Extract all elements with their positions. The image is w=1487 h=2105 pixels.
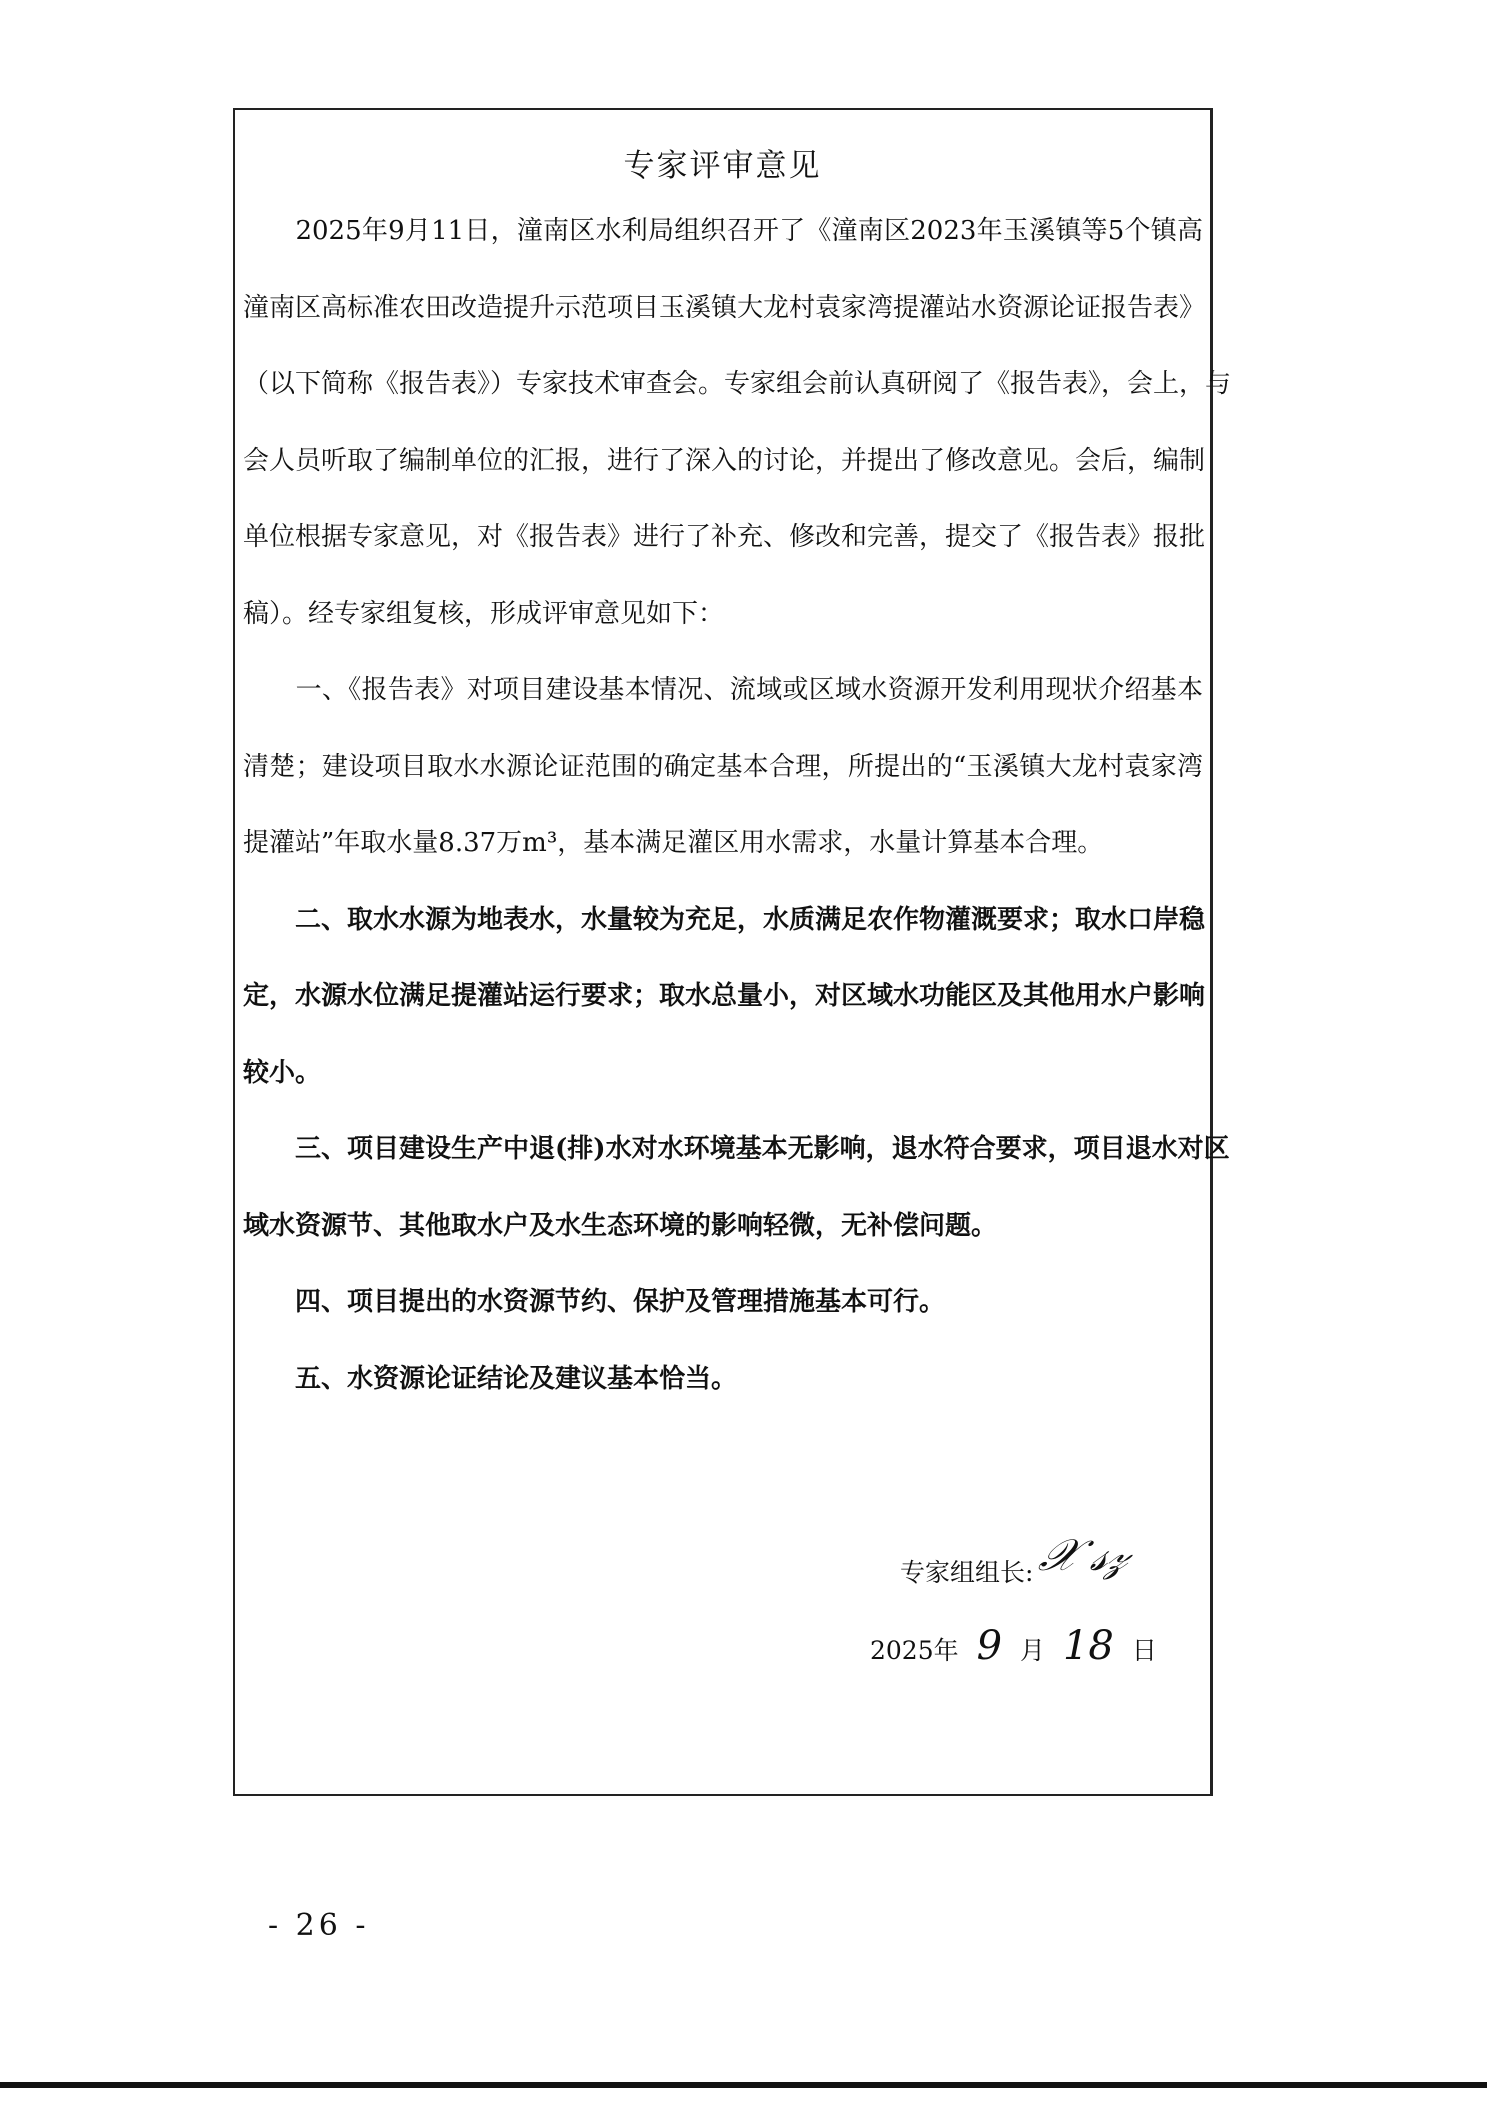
review-opinion-frame — [233, 108, 1232, 1796]
page-number: - 26 - — [268, 1908, 370, 1943]
date-year: 2025年 — [870, 1636, 959, 1665]
date-day: 18 — [1062, 1623, 1114, 1669]
paragraph-line: 二、取水水源为地表水，水量较为充足，水质满足农作物灌溉要求；取水口岸稳 — [243, 904, 1206, 935]
paragraph-line: 四、项目提出的水资源节约、保护及管理措施基本可行。 — [243, 1287, 946, 1317]
paragraph-line: 单位根据专家意见，对《报告表》进行了补充、修改和完善，提交了《报告表》报批 — [243, 522, 1206, 552]
paragraph-line: 会人员听取了编制单位的汇报，进行了深入的讨论，并提出了修改意见。会后，编制 — [243, 445, 1206, 476]
document-title: 专家评审意见 — [623, 148, 822, 184]
signature-label: 专家组组长: — [900, 1558, 1034, 1587]
paragraph-line: 三、项目建设生产中退(排)水对水环境基本无影响，退水符合要求，项目退水对区 — [243, 1134, 1230, 1164]
paragraph-line: 潼南区高标准农田改造提升示范项目玉溪镇大龙村袁家湾提灌站水资源论证报告表》 — [243, 292, 1206, 323]
paragraph-line: 稿）。经专家组复核，形成评审意见如下： — [243, 598, 725, 629]
paragraph-line: 2025年9月11日，潼南区水利局组织召开了《潼南区2023年玉溪镇等5个镇高 — [243, 216, 1203, 246]
bottom-rule — [0, 2082, 1487, 2088]
paragraph-line: （以下简称《报告表》）专家技术审查会。专家组会前认真研阅了《报告表》，会上，与 — [243, 369, 1232, 399]
paragraph-line: 较小。 — [243, 1057, 322, 1088]
paragraph-line: 清楚；建设项目取水水源论证范围的确定基本合理，所提出的“玉溪镇大龙村袁家湾 — [243, 751, 1203, 782]
paragraph-line: 域水资源节、其他取水户及水生态环境的影响轻微，无补偿问题。 — [243, 1210, 998, 1241]
signature-date — [870, 1623, 1157, 1669]
paragraph-line: 一、《报告表》对项目建设基本情况、流域或区域水资源开发利用现状介绍基本 — [243, 675, 1203, 705]
handwritten-signature: 𝒳 𝓈𝓏 — [1034, 1530, 1137, 1581]
month-label: 月 — [1019, 1636, 1045, 1665]
paragraph-line: 五、水资源论证结论及建议基本恰当。 — [243, 1363, 738, 1394]
day-label: 日 — [1131, 1636, 1157, 1665]
paragraph-line: 提灌站”年取水量8.37万m³，基本满足灌区用水需求，水量计算基本合理。 — [243, 828, 1104, 858]
date-month: 9 — [976, 1623, 1003, 1669]
paragraph-line: 定，水源水位满足提灌站运行要求；取水总量小，对区域水功能区及其他用水户影响 — [243, 981, 1206, 1011]
